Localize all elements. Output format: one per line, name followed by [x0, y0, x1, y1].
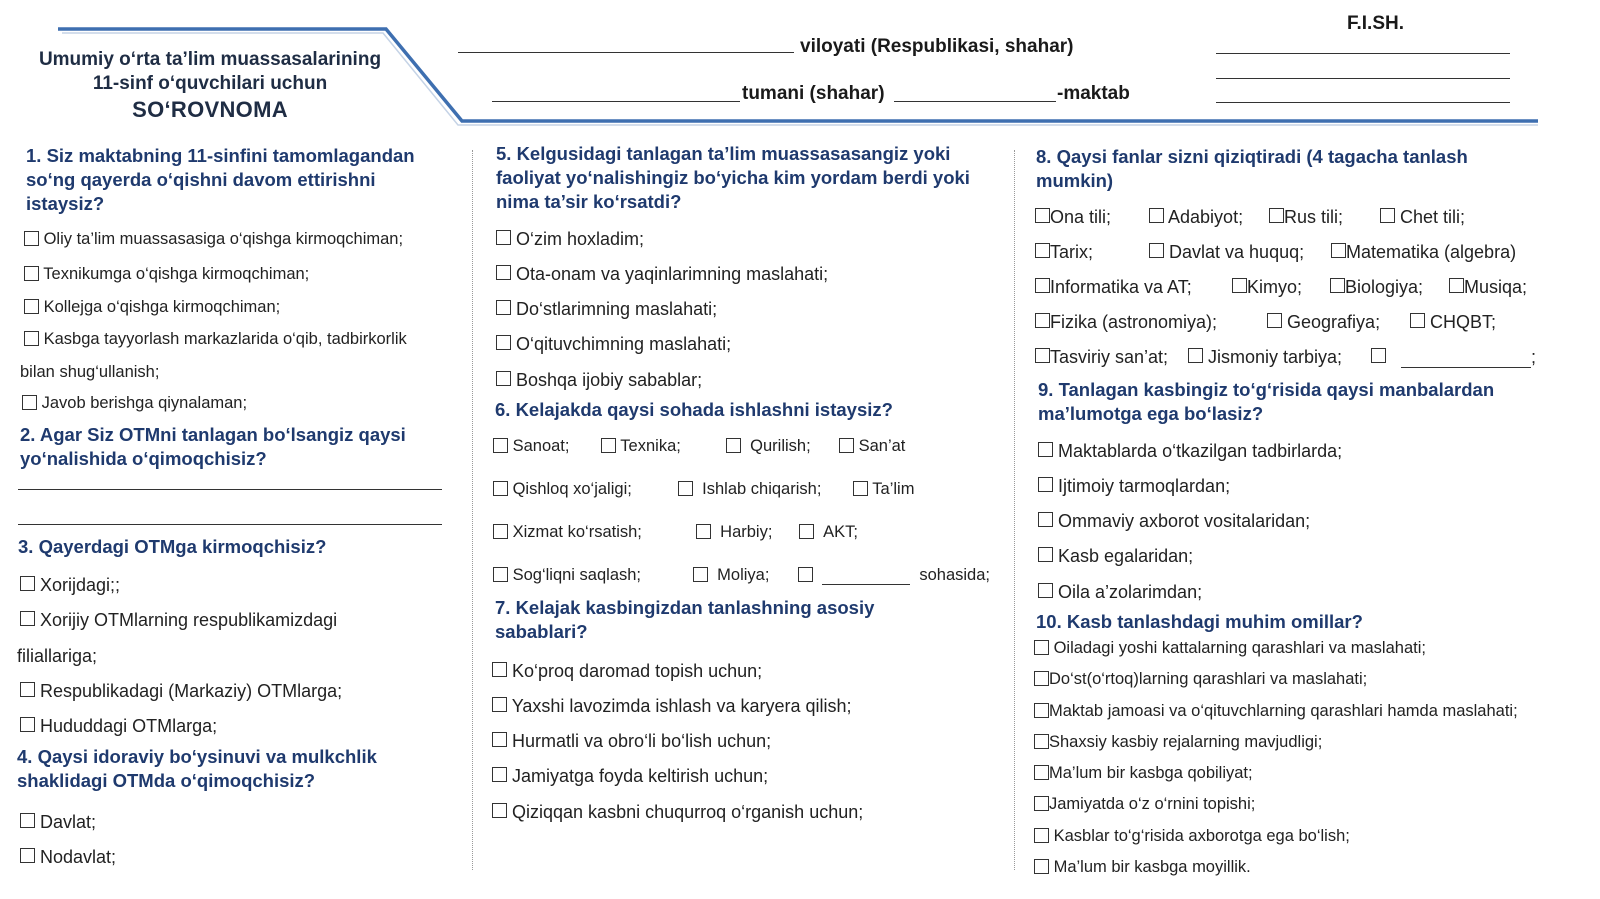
checkbox[interactable]	[799, 524, 814, 539]
question-6-title: 6. Kelajakda qaysi sohada ishlashni istaysiz?	[495, 399, 893, 420]
q10-option-5[interactable]	[1034, 764, 1253, 783]
checkbox[interactable]	[1371, 348, 1386, 363]
q1-option-5[interactable]	[22, 394, 247, 413]
option-label: Xorijdagi;;	[40, 575, 121, 595]
checkbox[interactable]	[496, 230, 511, 245]
option-label: Sanoat;	[512, 437, 570, 455]
checkbox[interactable]	[20, 576, 35, 591]
checkbox[interactable]	[1380, 208, 1395, 223]
option-label: Texnika;	[620, 437, 681, 455]
checkbox[interactable]	[492, 662, 507, 677]
option-label: Informatika va AT;	[1050, 277, 1192, 297]
q3-option-3[interactable]	[20, 681, 342, 702]
option-label: Do‘stlarimning maslahati;	[516, 299, 718, 319]
question-4-title: 4. Qaysi idoraviy bo‘ysinuvi va mulkchlik shaklidagi OTMda o‘qimoqchisiz?	[17, 746, 377, 791]
option-label: Ijtimoiy tarmoqlardan;	[1058, 476, 1231, 496]
checkbox[interactable]	[853, 481, 868, 496]
q8-option-chet-tili[interactable]	[1380, 207, 1465, 228]
option-label: Ma’lum bir kasbga moyillik.	[1053, 858, 1251, 876]
checkbox[interactable]	[22, 395, 37, 410]
option-label: AKT;	[823, 523, 859, 541]
option-label: Musiqa;	[1464, 277, 1528, 297]
option-label: Texnikumga o‘qishga kirmoqchiman;	[43, 265, 310, 283]
question-1-title: 1. Siz maktabning 11-sinfini tamomlagandan so‘ng qayerda o‘qishni davom ettirishni istaysiz?	[26, 145, 415, 214]
q10-option-7[interactable]	[1034, 827, 1350, 846]
q8-option-kimyo[interactable]	[1232, 277, 1302, 298]
checkbox[interactable]	[493, 481, 508, 496]
q3-option-2-cont: filiallariga;	[17, 646, 98, 666]
viloyat-field[interactable]	[458, 52, 794, 53]
option-label: Matematika (algebra)	[1346, 242, 1517, 262]
option-label: Davlat va huquq;	[1169, 242, 1305, 262]
q7-option-2[interactable]	[492, 696, 852, 717]
checkbox[interactable]	[493, 567, 508, 582]
option-label: Hurmatli va obro‘li bo‘lish uchun;	[512, 731, 772, 751]
checkbox[interactable]	[1034, 765, 1049, 780]
q10-option-2[interactable]	[1034, 670, 1367, 689]
checkbox[interactable]	[493, 524, 508, 539]
checkbox[interactable]	[496, 371, 511, 386]
maktab-field[interactable]	[894, 101, 1056, 102]
option-label: Ommaviy axborot vositalaridan;	[1058, 511, 1311, 531]
q8-option-jismoniy[interactable]	[1188, 347, 1342, 368]
option-label: Qiziqqan kasbni chuqurroq o‘rganish uchun;	[512, 802, 864, 822]
checkbox[interactable]	[492, 803, 507, 818]
checkbox[interactable]	[678, 481, 693, 496]
q8-option-fizika[interactable]	[1035, 312, 1217, 333]
checkbox[interactable]	[496, 265, 511, 280]
option-label: O‘zim hoxladim;	[516, 229, 645, 249]
checkbox[interactable]	[1034, 859, 1049, 874]
option-label: Harbiy;	[720, 523, 773, 541]
q9-option-1[interactable]	[1038, 441, 1342, 462]
q3-option-2[interactable]	[20, 610, 337, 631]
checkbox[interactable]	[20, 611, 35, 626]
q6-option-sogliq[interactable]	[493, 566, 641, 585]
q8-option-biologiya[interactable]	[1330, 277, 1423, 298]
survey-title-line2: 11-sinf o‘quvchilari uchun	[92, 73, 328, 94]
checkbox[interactable]	[1267, 313, 1282, 328]
option-label: Ota-onam va yaqinlarimning maslahati;	[516, 264, 829, 284]
checkbox[interactable]	[496, 300, 511, 315]
q6-option-qurilish[interactable]	[726, 437, 811, 456]
survey-title-line1: Umumiy o‘rta ta’lim muassasalarining	[38, 49, 382, 70]
option-label: Maktablarda o‘tkazilgan tadbirlarda;	[1058, 441, 1343, 461]
q5-option-3[interactable]	[496, 299, 717, 320]
q6-option-sanoat[interactable]	[493, 437, 569, 456]
question-8-title: 8. Qaysi fanlar sizni qiziqtiradi (4 tagacha tanlash mumkin)	[1036, 146, 1468, 191]
option-label: Maktab jamoasi va o‘qituvchlarning qarashlari hamda maslahati;	[1049, 702, 1518, 720]
question-2-title: 2. Agar Siz OTMni tanlagan bo‘lsangiz qaysi yo‘nalishida o‘qimoqchisiz?	[20, 424, 406, 469]
q10-option-6[interactable]	[1034, 795, 1255, 814]
viloyat-label: viloyati (Respublikasi, shahar)	[800, 36, 1074, 57]
option-label: San’at	[858, 437, 906, 455]
option-label: Hududdagi OTMlarga;	[40, 716, 218, 736]
q7-option-3[interactable]	[492, 731, 771, 752]
q8-option-davlat-huquq[interactable]	[1149, 242, 1304, 263]
option-label: Jismoniy tarbiya;	[1208, 347, 1343, 367]
q4-option-2[interactable]	[20, 847, 116, 868]
option-label: Boshqa ijobiy sabablar;	[516, 370, 703, 390]
q6-option-ishlab[interactable]	[678, 480, 821, 499]
checkbox[interactable]	[492, 767, 507, 782]
option-label: Sog‘liqni saqlash;	[512, 566, 642, 584]
option-label: Qishloq xo‘jaligi;	[512, 480, 632, 498]
option-label: Ma’lum bir kasbga qobiliyat;	[1049, 764, 1253, 782]
checkbox[interactable]	[24, 331, 39, 346]
checkbox[interactable]	[24, 266, 39, 281]
q10-option-8[interactable]	[1034, 858, 1251, 877]
checkbox[interactable]	[20, 813, 35, 828]
option-label: Kimyo;	[1247, 277, 1303, 297]
q8-option-ona-tili[interactable]	[1035, 207, 1111, 228]
option-label: Javob berishga qiynalaman;	[41, 394, 248, 412]
column-divider-1	[472, 150, 473, 870]
q5-option-1[interactable]	[496, 229, 644, 250]
option-label: Biologiya;	[1345, 277, 1424, 297]
option-label: CHQBT;	[1430, 312, 1497, 332]
option-label: Jamiyatda o‘z o‘rnini topishi;	[1049, 795, 1256, 813]
checkbox[interactable]	[1331, 243, 1346, 258]
tuman-label: tumani (shahar)	[742, 83, 885, 104]
question-7-title: 7. Kelajak kasbingizdan tanlashning asosiy sabablari?	[495, 597, 875, 642]
q8-option-informatika[interactable]	[1035, 277, 1192, 298]
checkbox[interactable]	[493, 438, 508, 453]
q5-option-4[interactable]	[496, 334, 731, 355]
q9-option-4[interactable]	[1038, 546, 1193, 567]
survey-title-main: SO‘ROVNOMA	[132, 97, 288, 122]
q6-option-xizmat[interactable]	[493, 523, 642, 542]
option-label: Kasblar to‘g‘risida axborotga ega bo‘lish;	[1053, 827, 1350, 845]
column-divider-2	[1014, 150, 1015, 870]
checkbox[interactable]	[1269, 208, 1284, 223]
q9-option-2[interactable]	[1038, 476, 1230, 497]
option-label: Respublikadagi (Markaziy) OTMlarga;	[40, 681, 343, 701]
option-label: Shaxsiy kasbiy rejalarning mavjudligi;	[1049, 733, 1323, 751]
checkbox[interactable]	[1038, 583, 1053, 598]
q1-option-3[interactable]	[24, 298, 280, 317]
option-label: Xorijiy OTMlarning respublikamizdagi	[40, 610, 338, 630]
option-label: Qurilish;	[750, 437, 811, 455]
q6-option-harbiy[interactable]	[696, 523, 772, 542]
checkbox[interactable]	[1330, 278, 1345, 293]
option-label: Chet tili;	[1400, 207, 1466, 227]
option-label: Xizmat ko‘rsatish;	[512, 523, 642, 541]
option-label: Moliya;	[717, 566, 770, 584]
other-field-line[interactable]	[1401, 351, 1531, 368]
option-label: Adabiyot;	[1168, 207, 1244, 227]
checkbox[interactable]	[1149, 208, 1164, 223]
checkbox[interactable]	[1188, 348, 1203, 363]
q2-answer-line-2[interactable]	[18, 524, 442, 525]
checkbox[interactable]	[798, 567, 813, 582]
option-label: Kasb egalaridan;	[1058, 546, 1194, 566]
question-5-title: 5. Kelgusidagi tanlagan ta’lim muassasasangiz yoki faoliyat yo‘nalishingiz bo‘yicha kim yordam berdi yoki nima ta’sir ko‘rsatdi?	[496, 143, 970, 212]
option-label: Oliy ta’lim muassasasiga o‘qishga kirmoqchiman;	[43, 230, 404, 248]
checkbox[interactable]	[1035, 348, 1050, 363]
option-label: Rus tili;	[1284, 207, 1344, 227]
option-label: ;	[1531, 347, 1537, 367]
q8-option-matematika[interactable]	[1331, 242, 1516, 263]
q5-option-2[interactable]	[496, 264, 828, 285]
checkbox[interactable]	[1034, 796, 1049, 811]
fish-field-3[interactable]	[1216, 102, 1510, 103]
q8-option-rus-tili[interactable]	[1269, 207, 1343, 228]
q6-option-moliya[interactable]	[693, 566, 769, 585]
option-label: Jamiyatga foyda keltirish uchun;	[512, 766, 769, 786]
checkbox[interactable]	[20, 717, 35, 732]
option-label: O‘qituvchimning maslahati;	[516, 334, 732, 354]
q6-option-sanat[interactable]	[839, 437, 905, 456]
q7-option-5[interactable]	[492, 802, 863, 823]
checkbox[interactable]	[601, 438, 616, 453]
q8-option-tasviriy[interactable]	[1035, 347, 1168, 368]
checkbox[interactable]	[1034, 640, 1049, 655]
checkbox[interactable]	[1035, 313, 1050, 328]
q8-option-geografiya[interactable]	[1267, 312, 1380, 333]
q2-answer-line-1[interactable]	[18, 489, 442, 490]
q6-option-akt[interactable]	[799, 523, 858, 542]
tuman-field[interactable]	[492, 101, 740, 102]
checkbox[interactable]	[1410, 313, 1425, 328]
q8-option-chqbt[interactable]	[1410, 312, 1496, 333]
q1-option-1[interactable]	[24, 230, 403, 249]
fish-field-2[interactable]	[1216, 78, 1510, 79]
q8-option-other[interactable]	[1371, 347, 1536, 368]
option-label: Fizika (astronomiya);	[1050, 312, 1218, 332]
checkbox[interactable]	[1035, 243, 1050, 258]
checkbox[interactable]	[24, 231, 39, 246]
checkbox[interactable]	[1034, 671, 1049, 686]
q9-option-3[interactable]	[1038, 511, 1310, 532]
q3-option-1[interactable]	[20, 575, 120, 596]
q8-option-tarix[interactable]	[1035, 242, 1093, 263]
checkbox[interactable]	[1038, 547, 1053, 562]
option-label: Ishlab chiqarish;	[702, 480, 822, 498]
q6-option-texnika[interactable]	[601, 437, 681, 456]
q1-option-4[interactable]	[24, 330, 407, 349]
checkbox[interactable]	[1149, 243, 1164, 258]
checkbox[interactable]	[839, 438, 854, 453]
q6-option-qishloq[interactable]	[493, 480, 632, 499]
other-field-line[interactable]	[822, 568, 910, 585]
option-label: Ko‘proq daromad topish uchun;	[512, 661, 763, 681]
checkbox[interactable]	[1232, 278, 1247, 293]
checkbox[interactable]	[1034, 734, 1049, 749]
q8-option-musiqa[interactable]	[1449, 277, 1527, 298]
checkbox[interactable]	[1038, 512, 1053, 527]
checkbox[interactable]	[1449, 278, 1464, 293]
option-label: Yaxshi lavozimda ishlash va karyera qilish;	[511, 696, 852, 716]
q1-option-2[interactable]	[24, 265, 309, 284]
option-label: Kasbga tayyorlash markazlarida o‘qib, tadbirkorlik	[43, 330, 407, 348]
option-label: Oila a’zolarimdan;	[1058, 582, 1203, 602]
checkbox[interactable]	[20, 848, 35, 863]
q9-option-5[interactable]	[1038, 582, 1202, 603]
q6-option-talim[interactable]	[853, 480, 914, 499]
checkbox[interactable]	[1035, 278, 1050, 293]
maktab-label: -maktab	[1057, 83, 1130, 104]
checkbox[interactable]	[24, 299, 39, 314]
checkbox[interactable]	[496, 335, 511, 350]
q4-option-1[interactable]	[20, 812, 96, 833]
option-label: Kollejga o‘qishga kirmoqchiman;	[43, 298, 281, 316]
checkbox[interactable]	[1035, 208, 1050, 223]
checkbox[interactable]	[726, 438, 741, 453]
option-label: Tasviriy san’at;	[1050, 347, 1169, 367]
q3-option-4[interactable]	[20, 716, 217, 737]
q5-option-5[interactable]	[496, 370, 702, 391]
question-9-title: 9. Tanlagan kasbingiz to‘g‘risida qaysi manbalardan ma’lumotga ega bo‘lasiz?	[1038, 379, 1495, 424]
q7-option-1[interactable]	[492, 661, 762, 682]
option-label: Geografiya;	[1287, 312, 1381, 332]
checkbox[interactable]	[696, 524, 711, 539]
q1-option-4-cont: bilan shug‘ullanish;	[20, 363, 160, 381]
q6-option-other[interactable]	[798, 566, 990, 585]
option-label: Nodavlat;	[40, 847, 117, 867]
question-10-title: 10. Kasb tanlashdagi muhim omillar?	[1036, 611, 1363, 632]
checkbox[interactable]	[1034, 703, 1049, 718]
question-3-title: 3. Qayerdagi OTMga kirmoqchisiz?	[18, 536, 327, 557]
q10-option-3[interactable]	[1034, 702, 1518, 721]
option-label: Oiladagi yoshi kattalarning qarashlari va maslahati;	[1053, 639, 1426, 657]
q7-option-4[interactable]	[492, 766, 768, 787]
checkbox[interactable]	[1038, 442, 1053, 457]
checkbox[interactable]	[1038, 477, 1053, 492]
option-label: Do‘st(o‘rtoq)larning qarashlari va maslahati;	[1049, 670, 1368, 688]
q10-option-1[interactable]	[1034, 639, 1426, 658]
option-label: sohasida;	[919, 566, 990, 584]
checkbox[interactable]	[20, 682, 35, 697]
option-label: Ta’lim	[872, 480, 915, 498]
checkbox[interactable]	[492, 697, 507, 712]
option-label: Tarix;	[1050, 242, 1094, 262]
checkbox[interactable]	[1034, 828, 1049, 843]
q10-option-4[interactable]	[1034, 733, 1322, 752]
option-label: Ona tili;	[1050, 207, 1112, 227]
checkbox[interactable]	[693, 567, 708, 582]
q8-option-adabiyot[interactable]	[1149, 207, 1243, 228]
fish-field-1[interactable]	[1216, 53, 1510, 54]
option-label: Davlat;	[40, 812, 97, 832]
checkbox[interactable]	[492, 732, 507, 747]
fish-label: F.I.SH.	[1347, 13, 1405, 34]
